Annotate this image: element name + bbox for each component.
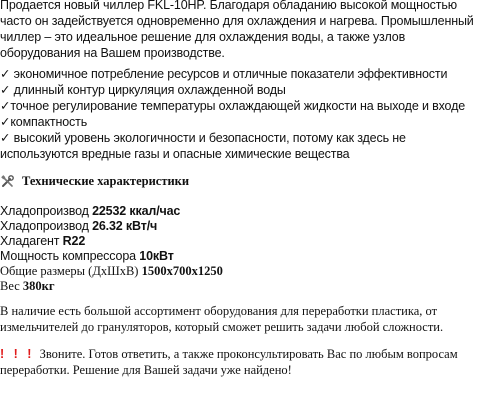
specs-heading <box>1 174 482 189</box>
exclamation-icon: ! ! ! <box>0 347 35 361</box>
features-list <box>0 66 482 162</box>
spec-label: Хладагент <box>0 234 63 248</box>
feature-item: ✓точное регулирование температуры охлаждающей жидкости на выходе и входе <box>0 99 466 113</box>
spec-value: 380кг <box>22 279 55 293</box>
stock-paragraph: В наличие есть большой ассортимент оборудования для переработки пластика, от измельчителей до грануляторов, который сможет решить задачи любой сложности. <box>0 304 444 334</box>
feature-item: ✓компактность <box>0 115 88 129</box>
call-paragraph <box>0 346 482 378</box>
spec-row <box>0 279 482 294</box>
spec-row <box>0 264 482 279</box>
specs-list <box>0 204 482 294</box>
spec-label: Хладопроизвод <box>0 219 93 233</box>
spec-label: Вес <box>0 279 23 293</box>
spec-row <box>0 234 482 249</box>
intro-paragraph: Продается новый чиллер FKL-10HP. Благодаря обладанию высокой мощностью часто он задействуется одновременно для охлаждения и нагрева. Промышленный чиллер – это идеальное решение для охлаждения воды, а также узлов оборудования на Вашем производстве. <box>0 0 474 60</box>
spec-row <box>0 204 482 219</box>
spec-value: 22532 ккал/час <box>92 204 181 218</box>
spec-label: Общие размеры (ДхШхВ) <box>0 264 142 278</box>
spec-value: 1500х700х1250 <box>141 264 223 278</box>
spec-row <box>0 249 482 264</box>
feature-item: ✓ длинный контур циркуляция охлажденной воды <box>0 83 286 97</box>
specs-title: Технические характеристики <box>22 174 190 188</box>
call-text: Звоните. Готов ответить, а также проконсультировать Вас по любым вопросам переработки. Решение для Вашей задачи уже найдено! <box>0 347 458 377</box>
spec-label: Мощность компрессора <box>0 249 140 263</box>
spec-value: 10кВт <box>139 249 174 263</box>
spec-value: R22 <box>62 234 86 248</box>
feature-item: ✓ экономичное потребление ресурсов и отличные показатели эффективности <box>0 67 448 81</box>
spec-value: 26.32 кВт/ч <box>92 219 158 233</box>
feature-item: ✓ высокий уровень экологичности и безопасности, потому как здесь не используются вредные газы и опасные химические вещества <box>0 131 406 161</box>
spec-label: Хладопроизвод <box>0 204 93 218</box>
tools-icon <box>1 175 14 188</box>
spec-row <box>0 219 482 234</box>
